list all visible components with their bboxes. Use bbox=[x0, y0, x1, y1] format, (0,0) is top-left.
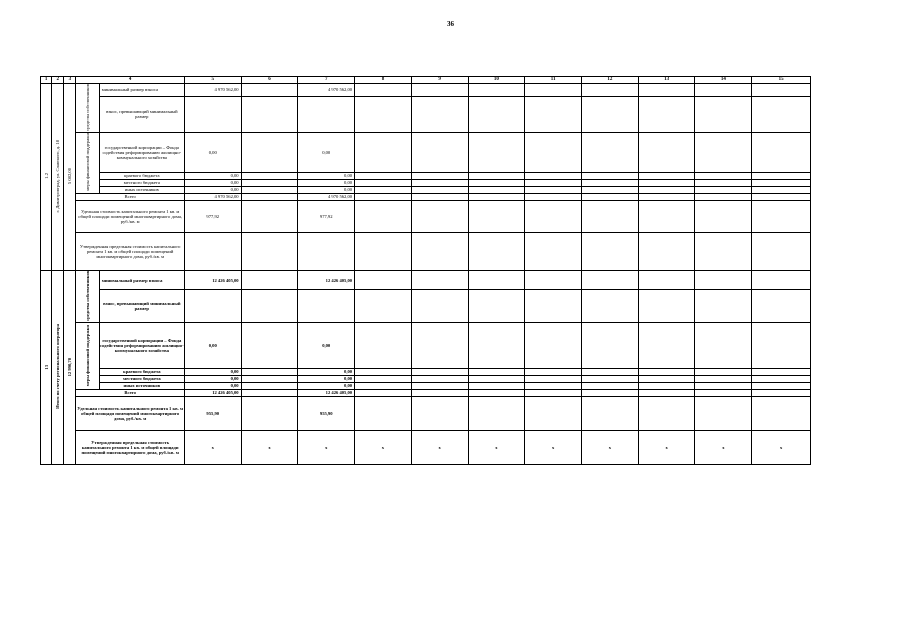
value-cell: 0,00 bbox=[184, 179, 241, 186]
value-cell: 4 970 562,00 bbox=[184, 84, 241, 97]
table-row bbox=[41, 97, 811, 133]
x-mark: x bbox=[241, 430, 298, 464]
group-financial-support: меры финансовой поддержки bbox=[76, 322, 99, 389]
specific-cost-label: Удельная стоимость капитального ремонта 1 кв. м общей площади помещений многоквартирного дома, руб./кв. м bbox=[76, 396, 184, 430]
table-row bbox=[41, 193, 811, 200]
x-mark: x bbox=[355, 430, 412, 464]
value-cell: 0,00 bbox=[298, 375, 355, 382]
table-row bbox=[41, 186, 811, 193]
header-cell: 11 bbox=[525, 77, 582, 84]
row-label: местного бюджета bbox=[99, 375, 184, 382]
x-mark: x bbox=[468, 430, 525, 464]
row-label: краевого бюджета bbox=[99, 172, 184, 179]
header-cell: 2 bbox=[52, 77, 64, 84]
row-label-total: Всего bbox=[76, 193, 184, 200]
x-mark: x bbox=[695, 430, 752, 464]
header-cell: 3 bbox=[64, 77, 76, 84]
capital-repair-table bbox=[40, 76, 811, 465]
address-cell: г. Димитровград, ул. Славского, д. 18 bbox=[52, 84, 64, 271]
value-cell: 4 970 562,00 bbox=[184, 193, 241, 200]
x-mark: x bbox=[298, 430, 355, 464]
table-row bbox=[41, 179, 811, 186]
row-label: взнос, превышающий минимальный размер bbox=[99, 97, 184, 133]
header-cell: 1 bbox=[41, 77, 52, 84]
value-cell: 0,00 bbox=[298, 179, 355, 186]
value-cell: 0,00 bbox=[184, 382, 241, 389]
x-mark: x bbox=[582, 430, 639, 464]
table-row bbox=[41, 172, 811, 179]
header-cell: 5 bbox=[184, 77, 241, 84]
table-row bbox=[41, 368, 811, 375]
x-mark: x bbox=[638, 430, 695, 464]
group-financial-support: меры финансовой поддержки bbox=[76, 132, 99, 193]
value-cell: 0,00 bbox=[184, 368, 241, 375]
value-cell: 0,00 bbox=[184, 132, 241, 172]
value-cell: 12 426 405,00 bbox=[298, 270, 355, 289]
header-cell: 7 bbox=[298, 77, 355, 84]
value-cell: 0,00 bbox=[184, 375, 241, 382]
row-label: местного бюджета bbox=[99, 179, 184, 186]
x-mark: x bbox=[184, 430, 241, 464]
page-number: 36 bbox=[447, 20, 454, 28]
table-row bbox=[41, 84, 811, 97]
table-row bbox=[41, 232, 811, 270]
value-cell: 4 970 562,00 bbox=[298, 84, 355, 97]
value-cell: 0,00 bbox=[298, 382, 355, 389]
table-row bbox=[41, 132, 811, 172]
row-label: иных источников bbox=[99, 382, 184, 389]
value-cell: 12 426 405,00 bbox=[298, 389, 355, 396]
row-label: минимальный размер взноса bbox=[99, 270, 184, 289]
area-cell: 12 990,70 bbox=[64, 270, 76, 464]
row-index: 1.2 bbox=[41, 84, 52, 271]
value-cell: 0,00 bbox=[184, 186, 241, 193]
table-row bbox=[41, 382, 811, 389]
value-cell: 0,00 bbox=[298, 132, 355, 172]
value-cell bbox=[184, 290, 241, 322]
value-cell bbox=[184, 97, 241, 133]
value-cell: 955,90 bbox=[298, 396, 355, 430]
row-index: 13 bbox=[41, 270, 52, 464]
group-owners-funds: средства собственников bbox=[76, 84, 99, 133]
group-owners-funds: средства собственников bbox=[76, 270, 99, 322]
header-cell: 12 bbox=[582, 77, 639, 84]
x-mark: x bbox=[525, 430, 582, 464]
table-row bbox=[41, 396, 811, 430]
value-cell bbox=[298, 97, 355, 133]
row-label: иных источников bbox=[99, 186, 184, 193]
row-label: минимальный размер взноса bbox=[99, 84, 184, 97]
table-row bbox=[41, 389, 811, 396]
value-cell: 12 426 405,00 bbox=[184, 270, 241, 289]
value-cell: 977,92 bbox=[298, 200, 355, 232]
area-cell: 5 082,00 bbox=[64, 84, 76, 271]
value-cell: 0,00 bbox=[298, 172, 355, 179]
header-cell: 4 bbox=[76, 77, 184, 84]
table-row bbox=[41, 290, 811, 322]
value-cell: 0,00 bbox=[298, 186, 355, 193]
row-label-total: Всего bbox=[76, 389, 184, 396]
value-cell: 0,00 bbox=[298, 322, 355, 368]
header-cell: 8 bbox=[355, 77, 412, 84]
table-row bbox=[41, 375, 811, 382]
value-cell: 4 970 562,00 bbox=[298, 193, 355, 200]
x-mark: x bbox=[752, 430, 811, 464]
row-label: взнос, превышающий минимальный размер bbox=[99, 290, 184, 322]
table-row bbox=[41, 322, 811, 368]
value-cell: 0,00 bbox=[298, 368, 355, 375]
value-cell: 12 426 405,00 bbox=[184, 389, 241, 396]
row-label: краевого бюджета bbox=[99, 368, 184, 375]
value-cell: 977,92 bbox=[184, 200, 241, 232]
value-cell: 0,00 bbox=[184, 322, 241, 368]
row-label: государственной корпорации – Фонда содействия реформированию жилищно-коммунального хозяйства bbox=[99, 132, 184, 172]
header-cell: 6 bbox=[241, 77, 298, 84]
header-row bbox=[41, 77, 811, 84]
value-cell: 0,00 bbox=[184, 172, 241, 179]
value-cell: 955,90 bbox=[184, 396, 241, 430]
header-cell: 9 bbox=[411, 77, 468, 84]
limit-cost-label: Утвержденная предельная стоимость капитального ремонта 1 кв. м общей площади помещений многоквартирного дома, руб./кв. м bbox=[76, 430, 184, 464]
table-row bbox=[41, 200, 811, 232]
x-mark: x bbox=[411, 430, 468, 464]
specific-cost-label: Удельная стоимость капитального ремонта 1 кв. м общей площади помещений многоквартирного дома, руб./кв. м bbox=[76, 200, 184, 232]
total-name-cell: Итого по счету регионального оператора bbox=[52, 270, 64, 464]
header-cell: 10 bbox=[468, 77, 525, 84]
header-cell: 15 bbox=[752, 77, 811, 84]
header-cell: 14 bbox=[695, 77, 752, 84]
table-row bbox=[41, 270, 811, 289]
row-label: государственной корпорации – Фонда содействия реформированию жилищно-коммунального хозяйства bbox=[99, 322, 184, 368]
limit-cost-label: Утвержденная предельная стоимость капитального ремонта 1 кв. м общей площади помещений многоквартирного дома, руб./кв. м bbox=[76, 232, 184, 270]
header-cell: 13 bbox=[638, 77, 695, 84]
value-cell bbox=[298, 290, 355, 322]
table-row bbox=[41, 430, 811, 464]
